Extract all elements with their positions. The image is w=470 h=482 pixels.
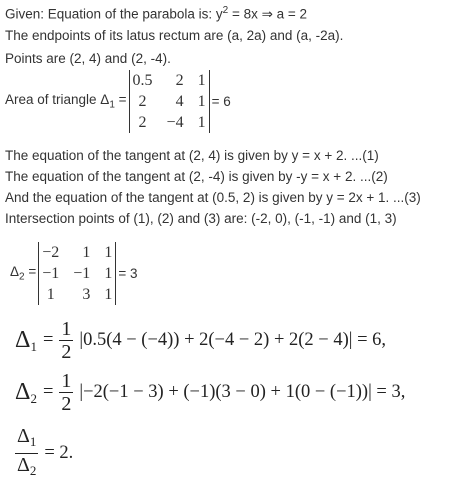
eq1-lhs: Δ1 <box>15 326 37 354</box>
equation-ratio <box>15 425 73 482</box>
given-superscript: 2 <box>222 5 229 16</box>
det1-cell: 2 <box>175 72 184 89</box>
determinant-2 <box>10 242 137 305</box>
det2-cell: −1 <box>42 265 60 282</box>
tangent1-line: The equation of the tangent at (2, 4) is given by y = x + 2. ...(1) <box>5 148 379 163</box>
eq1-rhs: |0.5(4 − (−4)) + 2(−4 − 2) + 2(2 − 4)| = 6, <box>79 330 387 350</box>
det1-matrix <box>129 70 210 133</box>
eq2-equals: = <box>42 382 54 402</box>
det1-cell: 1 <box>197 114 206 131</box>
det2-cell: −1 <box>73 265 91 282</box>
det2-cell: 1 <box>82 244 91 261</box>
det1-cell: 2 <box>138 114 147 131</box>
tangent3-line: And the equation of the tangent at (0.5, 2) is given by y = 2x + 1. ...(3) <box>5 190 421 205</box>
given-text: Given: Equation of the parabola is: y <box>5 6 223 22</box>
det2-cell: 1 <box>104 265 113 282</box>
determinant-1 <box>5 70 231 133</box>
eq1-equals: = <box>42 330 54 350</box>
eq2-lhs: Δ2 <box>15 378 37 406</box>
endpoints-line: The endpoints of its latus rectum are (a, 2a) and (a, -2a). <box>5 28 344 43</box>
det2-cell: 1 <box>104 286 113 303</box>
given-rest: = 8x ⇒ a = 2 <box>228 6 308 22</box>
points-line: Points are (2, 4) and (2, -4). <box>5 51 171 66</box>
det2-cell: 3 <box>82 286 91 303</box>
det2-cell: −2 <box>42 244 60 261</box>
ratio-numerator: $\Delta_1$ <box>15 425 38 454</box>
ratio-fraction <box>15 425 38 482</box>
det2-matrix <box>38 242 116 305</box>
intersection-line: Intersection points of (1), (2) and (3) are: (-2, 0), (-1, -1) and (1, 3) <box>5 211 397 226</box>
ratio-denominator: $\Delta_2$ <box>17 454 37 478</box>
equation-delta1 <box>15 318 386 363</box>
det1-cell: 1 <box>197 72 206 89</box>
det1-cell: 0.5 <box>132 72 153 89</box>
det1-cell: 4 <box>175 93 184 110</box>
eq1-fraction: $\frac{1}{2}$ <box>61 318 72 363</box>
det1-label: Area of triangle $\Delta_1$ = <box>5 92 127 111</box>
det2-label: $\Delta_2$ = <box>10 264 37 283</box>
given-line <box>5 2 307 24</box>
det2-result: = 3 <box>118 266 138 281</box>
eq2-fraction: $\frac{1}{2}$ <box>61 370 72 415</box>
det1-cell: −4 <box>166 114 184 131</box>
det1-cell: 2 <box>138 93 147 110</box>
det2-cell: 1 <box>46 286 55 303</box>
equation-delta2 <box>15 370 405 415</box>
ratio-rhs: = 2. <box>44 443 74 463</box>
det2-cell: 1 <box>104 244 113 261</box>
eq2-rhs: |−2(−1 − 3) + (−1)(3 − 0) + 1(0 − (−1))| = 3, <box>79 382 406 402</box>
det1-cell: 1 <box>197 93 206 110</box>
tangent2-line: The equation of the tangent at (2, -4) is given by -y = x + 2. ...(2) <box>5 169 388 184</box>
det1-result: = 6 <box>211 94 231 109</box>
